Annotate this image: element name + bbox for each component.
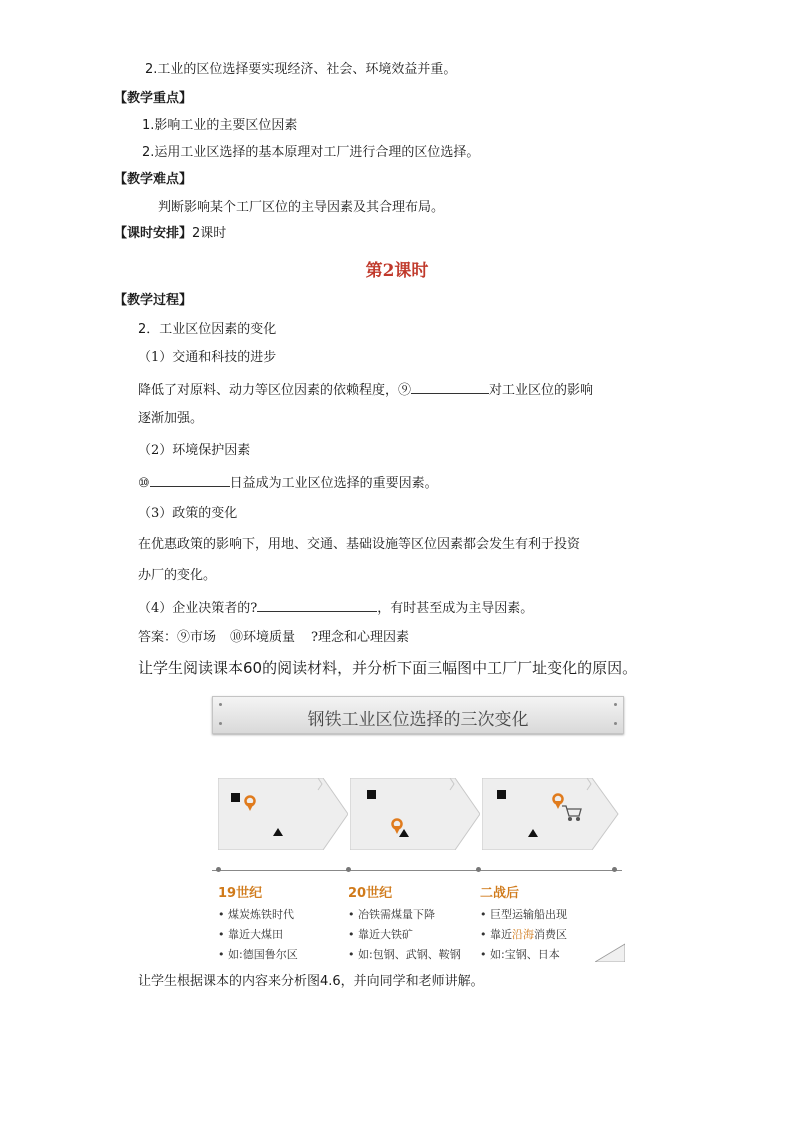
difficulty-heading: 【教学难点】 bbox=[114, 172, 193, 187]
sub4-text-b: ，有时甚至成为主导因素。 bbox=[377, 601, 534, 616]
era3-bullet-2-highlight: 沿海 bbox=[512, 928, 534, 941]
key-points-heading: 【教学重点】 bbox=[114, 91, 193, 106]
subsection-4 bbox=[138, 598, 533, 618]
blank-number-9: ⑨ bbox=[398, 383, 412, 398]
answer-label: 答案： bbox=[138, 630, 178, 645]
era2-bullet-2: • 靠近大铁矿 bbox=[348, 928, 413, 941]
timeline-dot bbox=[346, 867, 351, 872]
era-label-20th: 20世纪 bbox=[348, 886, 393, 901]
timeline-dot bbox=[612, 867, 617, 872]
era1-bullet-3: • 如:德国鲁尔区 bbox=[218, 948, 298, 961]
era2-bullet-3: • 如:包钢、武钢、鞍钢 bbox=[348, 948, 461, 961]
process-heading: 【教学过程】 bbox=[114, 293, 193, 308]
answer-line bbox=[138, 629, 409, 647]
subsection-3-text-b: 办厂的变化。 bbox=[138, 568, 217, 583]
era3-bullet-2-prefix: • 靠近 bbox=[480, 928, 512, 941]
key-point-item-2: 2.运用工业区选择的基本原理对工厂进行合理的区位选择。 bbox=[142, 145, 480, 160]
timeline-dot bbox=[476, 867, 481, 872]
panel-post-war bbox=[482, 778, 620, 850]
subsection-3-text-a: 在优惠政策的影响下，用地、交通、基础设施等区位因素都会发生有利于投资 bbox=[138, 537, 581, 552]
sub2-text: 日益成为工业区位选择的重要因素。 bbox=[229, 476, 438, 491]
era1-bullet-1: • 煤炭炼铁时代 bbox=[218, 908, 294, 921]
era1-bullet-2: • 靠近大煤田 bbox=[218, 928, 283, 941]
era-label-19th: 19世纪 bbox=[218, 886, 263, 901]
read-instruction: 让学生阅读课本60的阅读材料，并分析下面三幅图中工厂厂址变化的原因。 bbox=[138, 659, 638, 677]
era3-bullet-3: • 如:宝钢、日本 bbox=[480, 948, 560, 961]
section-title: 2．工业区位因素的变化 bbox=[138, 322, 277, 337]
objective-item-2: 2.工业的区位选择要实现经济、社会、环境效益并重。 bbox=[145, 62, 457, 77]
lesson-title: 第2课时 bbox=[365, 261, 429, 281]
era2-bullet-1: • 冶铁需煤量下降 bbox=[348, 908, 435, 921]
final-instruction: 让学生根据课本的内容来分析图4.6，并向同学和老师讲解。 bbox=[138, 974, 484, 989]
coal-icon bbox=[367, 790, 376, 799]
subsection-1: （1）交通和科技的进步 bbox=[138, 350, 277, 365]
panel-20th-century bbox=[350, 778, 480, 850]
schedule-heading: 【课时安排】 bbox=[114, 226, 193, 241]
key-point-item-1: 1.影响工业的主要区位因素 bbox=[142, 118, 298, 133]
answer-9: ⑨市场 bbox=[177, 630, 217, 645]
coal-icon bbox=[231, 793, 240, 802]
subsection-1-text bbox=[138, 380, 593, 400]
fill-blank-11[interactable] bbox=[257, 598, 377, 612]
subsection-2-text bbox=[138, 473, 438, 493]
page-curl-decoration bbox=[595, 942, 625, 962]
fill-blank-9[interactable] bbox=[411, 380, 489, 394]
fill-blank-10[interactable] bbox=[150, 473, 230, 487]
steel-location-figure bbox=[210, 694, 625, 964]
figure-title: 钢铁工业区位选择的三次变化 bbox=[307, 710, 529, 730]
blank-number-10: ⑩ bbox=[138, 476, 150, 491]
subsection-3: （3）政策的变化 bbox=[138, 506, 238, 521]
era-label-post-war: 二战后 bbox=[480, 886, 520, 901]
sub4-text-a: （4）企业决策者的? bbox=[138, 601, 258, 616]
figure-banner bbox=[212, 696, 624, 734]
sub1-text-b: 对工业区位的影响 bbox=[489, 383, 594, 398]
era3-bullet-1: • 巨型运输船出现 bbox=[480, 908, 567, 921]
timeline-dot bbox=[216, 867, 221, 872]
panel-19th-century bbox=[218, 778, 348, 850]
schedule-line bbox=[114, 225, 226, 243]
era3-bullet-2 bbox=[480, 928, 567, 942]
difficulty-text: 判断影响某个工厂区位的主导因素及其合理布局。 bbox=[158, 200, 445, 215]
sub1-text-a: 降低了对原料、动力等区位因素的依赖程度， bbox=[138, 383, 399, 398]
subsection-2: （2）环境保护因素 bbox=[138, 443, 251, 458]
coal-icon bbox=[497, 790, 506, 799]
answer-11: ?理念和心理因素 bbox=[311, 630, 410, 645]
schedule-text: 2课时 bbox=[192, 226, 227, 241]
subsection-1-text-cont: 逐渐加强。 bbox=[138, 411, 204, 426]
timeline-axis bbox=[212, 870, 622, 871]
answer-10: ⑩环境质量 bbox=[230, 630, 296, 645]
era3-bullet-2-suffix: 消费区 bbox=[534, 928, 567, 941]
